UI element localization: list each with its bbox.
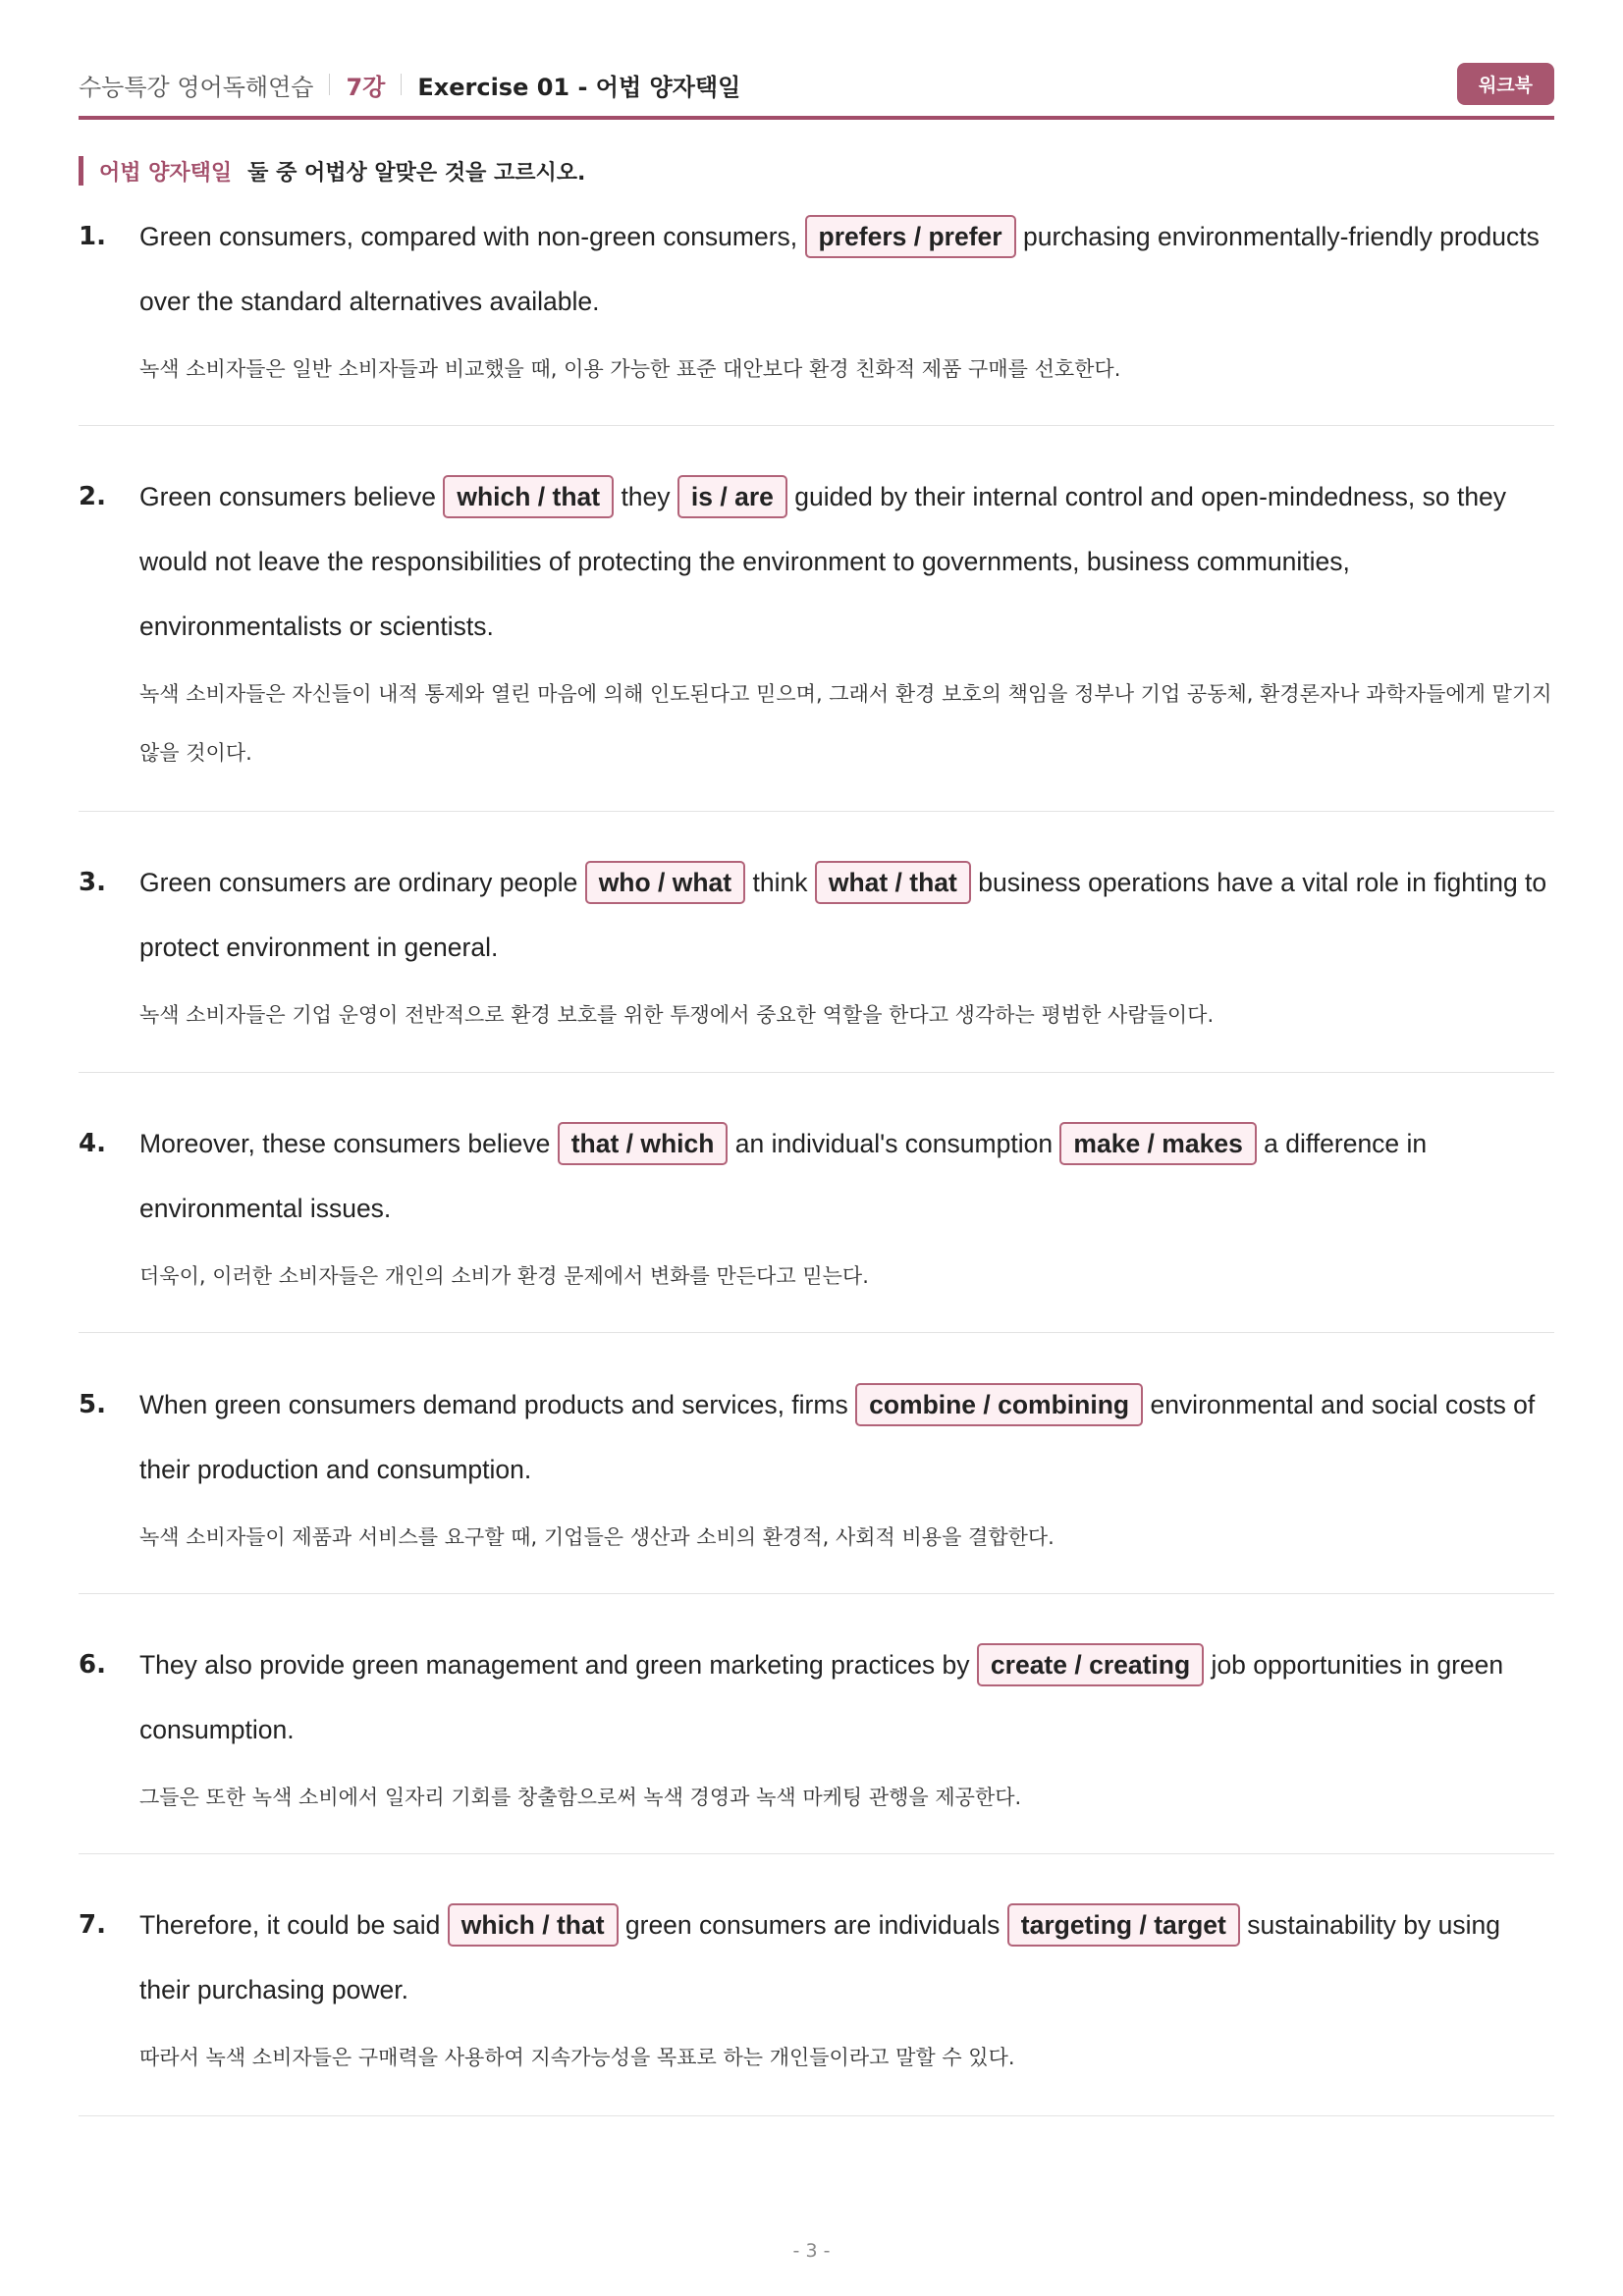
question-item-4 (79, 1111, 1554, 1306)
header-rule (79, 116, 1554, 120)
question-item-7 (79, 1893, 1554, 2087)
sentence-text: purchasing environmentally-friendly products over the standard alternatives available. (139, 222, 1540, 316)
question-sentence (139, 204, 1554, 334)
grammar-choice-box[interactable]: which / that (443, 475, 614, 518)
korean-translation: 녹색 소비자들이 제품과 서비스를 요구할 때, 기업들은 생산과 소비의 환경적, 사회적 비용을 결합한다. (139, 1525, 1055, 1549)
sentence-text: business operations have a vital role in fighting to protect environment in general. (139, 868, 1547, 962)
grammar-choice-box[interactable]: create / creating (977, 1643, 1204, 1686)
sentence-text: They also provide green management and green marketing practices by (139, 1650, 977, 1680)
section-heading (79, 155, 585, 187)
header-separator (329, 74, 330, 95)
sentence-text: sustainability by using their purchasing power. (139, 1910, 1500, 2004)
grammar-choice-box[interactable]: which / that (448, 1903, 619, 1947)
item-divider (79, 1072, 1554, 1073)
section-instruction: 둘 중 어법상 알맞은 것을 고르시오. (247, 160, 586, 186)
korean-translation: 녹색 소비자들은 자신들이 내적 통제와 열린 마음에 의해 인도된다고 믿으며, 그래서 환경 보호의 책임을 정부나 기업 공동체, 환경론자나 과학자들에게 맡기지 않을 것이다. (139, 682, 1552, 765)
question-sentence (139, 850, 1554, 980)
korean-translation: 따라서 녹색 소비자들은 구매력을 사용하여 지속가능성을 목표로 하는 개인들이라고 말할 수 있다. (139, 2046, 1015, 2069)
page-number: - 3 - (792, 2240, 831, 2262)
sentence-text: think (745, 868, 815, 897)
sentence-text: environmental and social costs of their production and consumption. (139, 1390, 1536, 1484)
question-number: 1. (79, 222, 106, 251)
item-divider (79, 2115, 1554, 2116)
exercise-title: Exercise 01 - 어법 양자택일 (417, 73, 741, 101)
korean-translation: 그들은 또한 녹색 소비에서 일자리 기회를 창출함으로써 녹색 경영과 녹색 마케팅 관행을 제공한다. (139, 1786, 1022, 1809)
grammar-choice-box[interactable]: make / makes (1059, 1122, 1256, 1165)
question-number: 3. (79, 868, 106, 897)
sentence-text: an individual's consumption (728, 1129, 1060, 1158)
section-accent-bar (79, 156, 83, 186)
question-sentence (139, 1893, 1554, 2022)
question-number: 4. (79, 1129, 106, 1158)
page-header (79, 63, 1554, 106)
korean-translation: 녹색 소비자들은 기업 운영이 전반적으로 환경 보호를 위한 투쟁에서 중요한 역할을 한다고 생각하는 평범한 사람들이다. (139, 1003, 1215, 1027)
korean-translation: 녹색 소비자들은 일반 소비자들과 비교했을 때, 이용 가능한 표준 대안보다 환경 친화적 제품 구매를 선호한다. (139, 357, 1121, 381)
grammar-choice-box[interactable]: prefers / prefer (805, 215, 1016, 258)
question-item-3 (79, 850, 1554, 1044)
lesson-label: 7강 (346, 73, 386, 101)
sentence-text: Green consumers, compared with non-green consumers, (139, 222, 805, 251)
sentence-text: Green consumers believe (139, 482, 444, 511)
question-number: 7. (79, 1910, 106, 1940)
course-title: 수능특강 영어독해연습 (79, 73, 314, 101)
grammar-choice-box[interactable]: is / are (677, 475, 787, 518)
question-item-2 (79, 464, 1554, 782)
question-item-5 (79, 1372, 1554, 1567)
question-number: 6. (79, 1650, 106, 1680)
question-number: 2. (79, 482, 106, 511)
sentence-text: Green consumers are ordinary people (139, 868, 585, 897)
sentence-text: a difference in environmental issues. (139, 1129, 1428, 1223)
grammar-choice-box[interactable]: what / that (815, 861, 971, 904)
section-label: 어법 양자택일 (99, 160, 233, 186)
item-divider (79, 1593, 1554, 1594)
sentence-text: green consumers are individuals (618, 1910, 1007, 1940)
sentence-text: they (614, 482, 677, 511)
question-sentence (139, 1111, 1554, 1241)
workbook-badge: 워크북 (1457, 63, 1554, 105)
grammar-choice-box[interactable]: targeting / target (1007, 1903, 1240, 1947)
question-number: 5. (79, 1390, 106, 1419)
item-divider (79, 811, 1554, 812)
korean-translation: 더욱이, 이러한 소비자들은 개인의 소비가 환경 문제에서 변화를 만든다고 믿는다. (139, 1264, 869, 1288)
sentence-text: Moreover, these consumers believe (139, 1129, 558, 1158)
question-item-6 (79, 1632, 1554, 1827)
grammar-choice-box[interactable]: that / which (558, 1122, 729, 1165)
sentence-text: When green consumers demand products and services, firms (139, 1390, 856, 1419)
question-sentence (139, 1372, 1554, 1502)
sentence-text: job opportunities in green consumption. (139, 1650, 1504, 1744)
item-divider (79, 1332, 1554, 1333)
question-sentence (139, 464, 1554, 659)
item-divider (79, 425, 1554, 426)
item-divider (79, 1853, 1554, 1854)
question-item-1 (79, 204, 1554, 399)
sentence-text: guided by their internal control and open-mindedness, so they would not leave the responsibilities of protecting the environment to governments, business communities, environmentalists or scientists. (139, 482, 1507, 641)
grammar-choice-box[interactable]: combine / combining (855, 1383, 1143, 1426)
header-separator (401, 74, 402, 95)
sentence-text: Therefore, it could be said (139, 1910, 448, 1940)
grammar-choice-box[interactable]: who / what (585, 861, 745, 904)
question-sentence (139, 1632, 1554, 1762)
